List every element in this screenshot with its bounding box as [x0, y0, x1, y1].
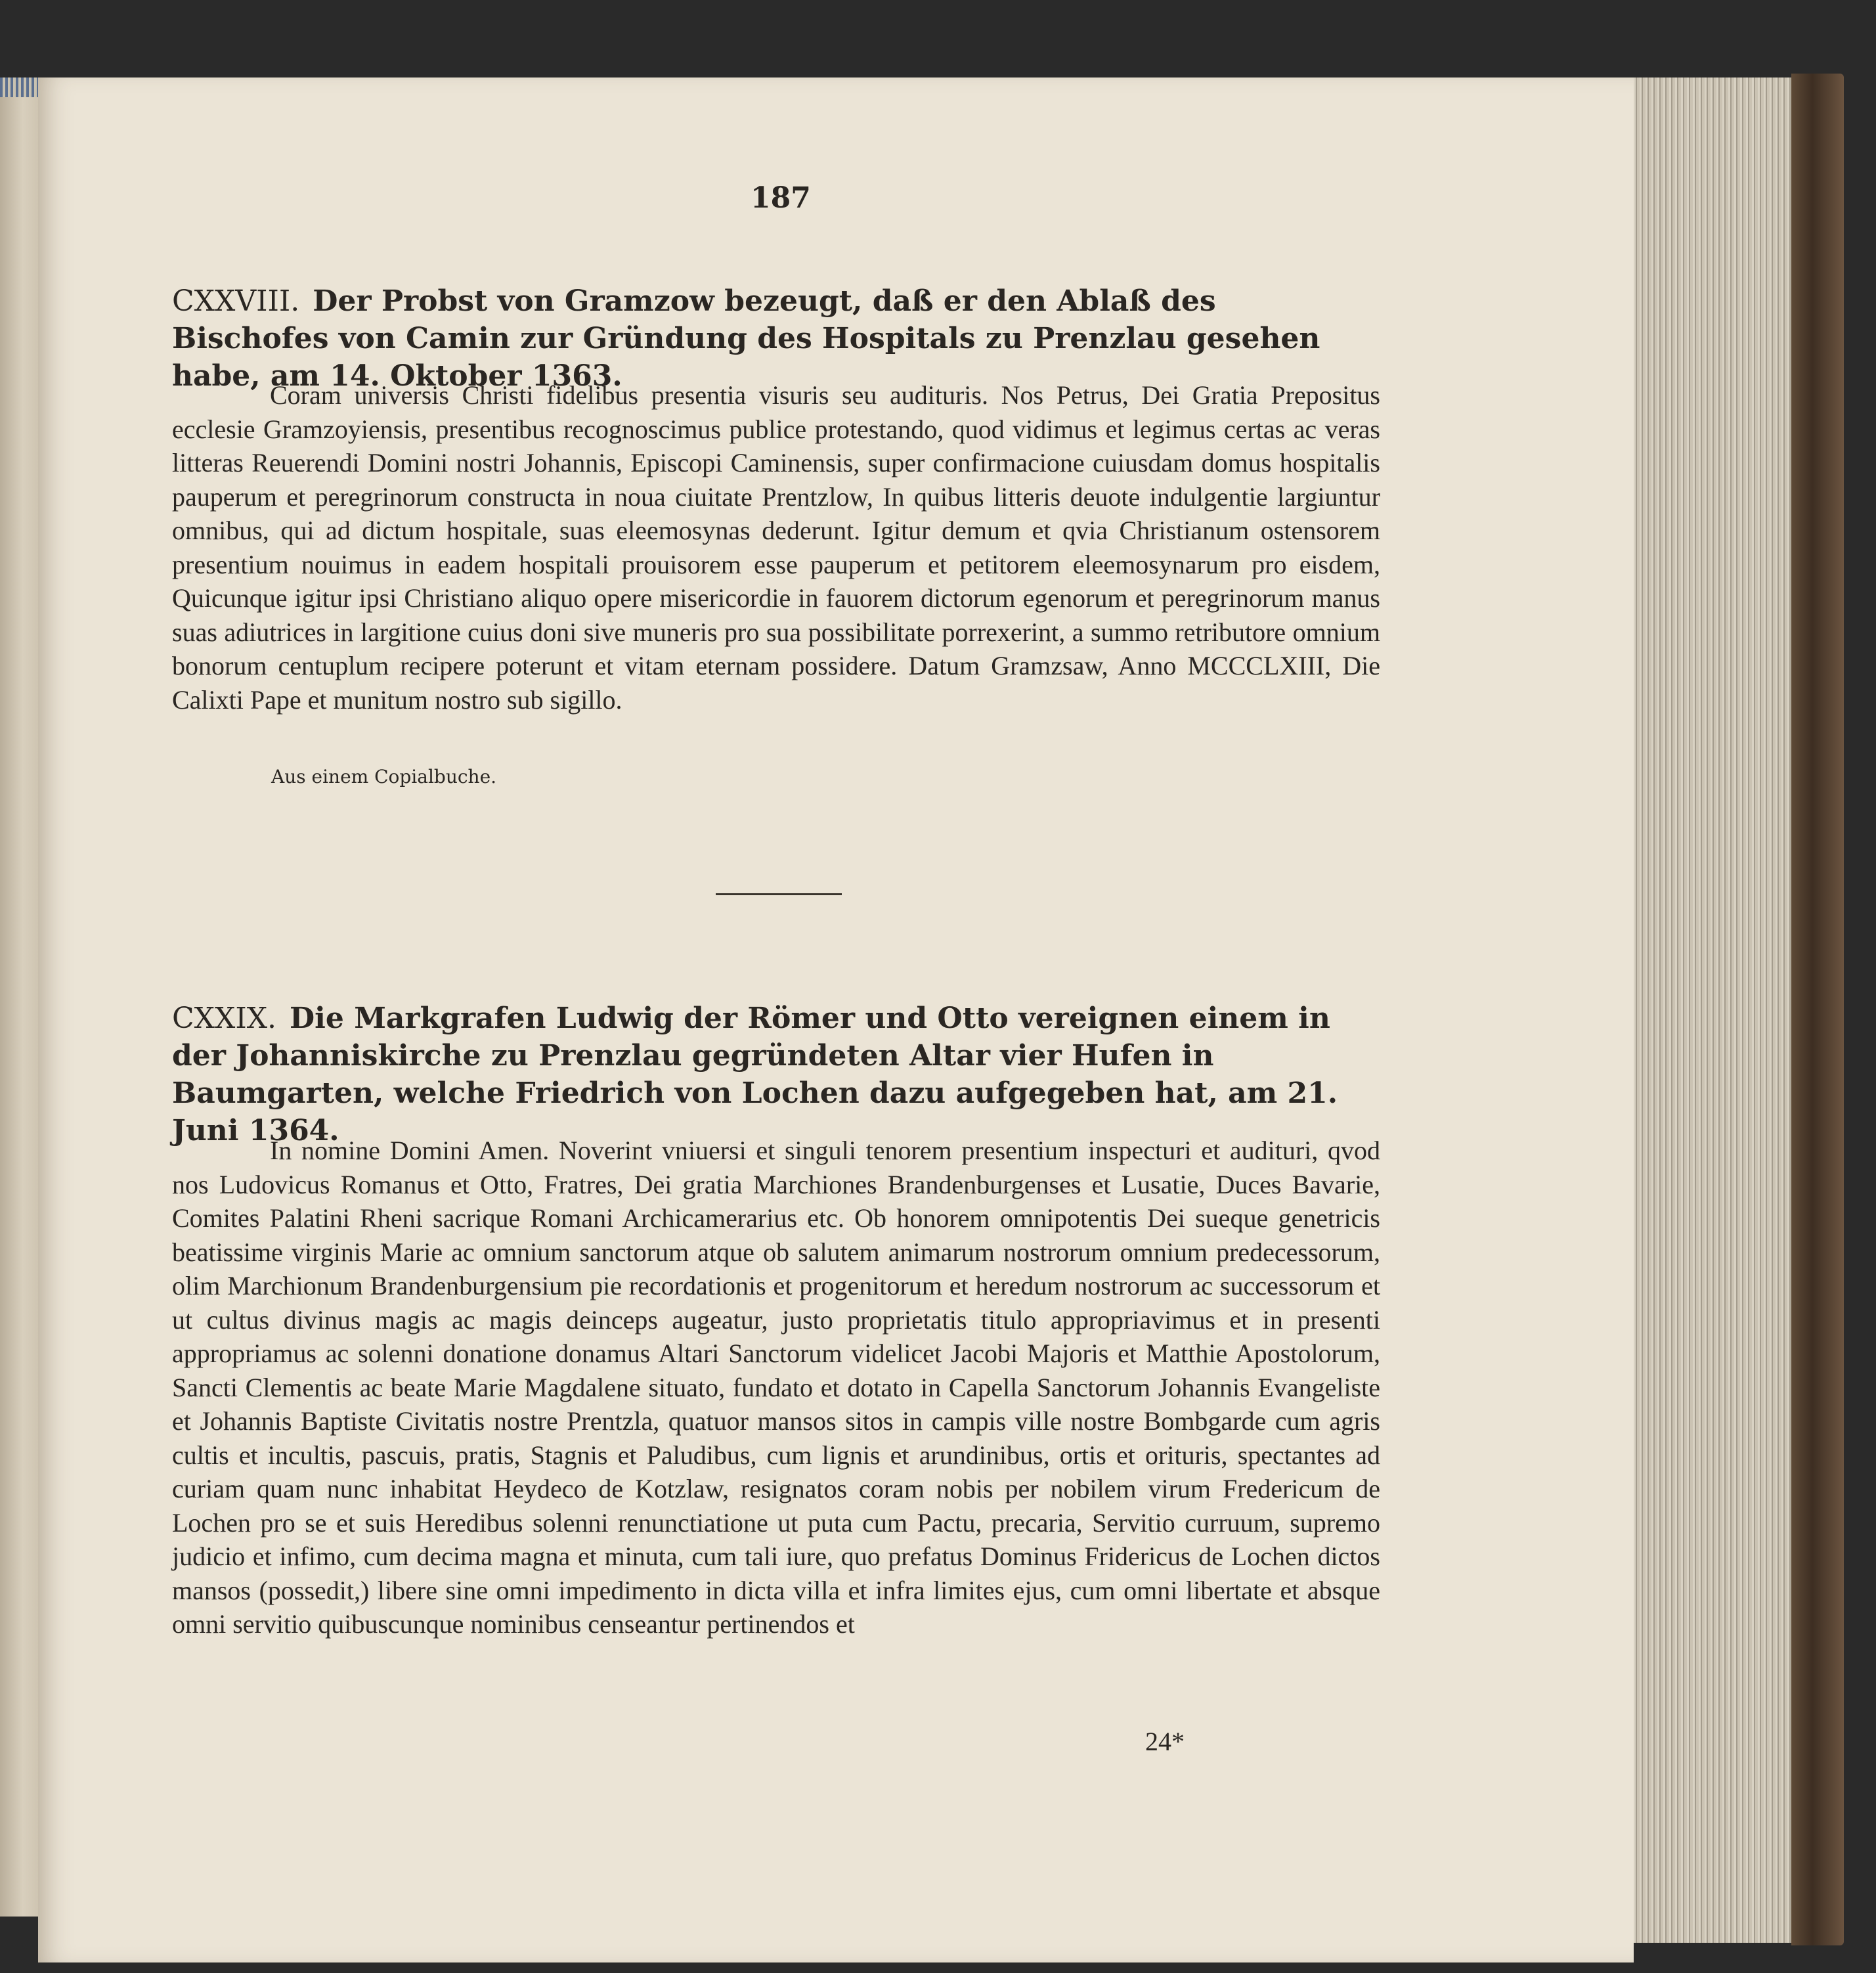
binding-thread	[0, 78, 38, 97]
left-page-edge	[0, 78, 38, 1917]
signature-mark: 24*	[1145, 1727, 1185, 1756]
source-note: Aus einem Copialbuche.	[271, 766, 497, 787]
page-edges	[1634, 78, 1791, 1943]
section-text-cxxviii	[172, 378, 1380, 717]
paragraph: Coram universis Christi fidelibus presentia visuris seu audituris. Nos Petrus, Dei Gratia Prepositus ecclesie Gramzoyiensis, presentibus recognoscimus publice protestando, quod vidimus et legimus certas ac veras litteras Reuerendi Domini nostri Johannis, Episcopi Caminensis, super confirmacione cuiusdam domus hospitalis pauperum et peregrinorum constructa in noua ciuitate Prentzlow, In quibus litteris deuote indulgentie largiuntur omnibus, qui ad dictum hospitale, suas eleemosynas dederunt. Igitur demum et qvia Christianum ostensorem presentium nouimus in eadem hospitali prouisorem esse pauperum et petitorem eleemosynarum pro eisdem, Quicunque igitur ipsi Christiano aliquo opere misericordie in fauorem dictorum egenorum et peregrinorum manus suas adiutrices in largitione cuius doni sive muneris pro sua possibilitate porrexerint, a summo retributore omnium bonorum centuplum recipere poterunt et vitam eternam possidere. Datum Gramzsaw, Anno MCCCLXIII, Die Calixti Pape et munitum nostro sub sigillo.	[172, 380, 1380, 715]
section-number: CXXVIII.	[172, 284, 300, 318]
paragraph: In nomine Domini Amen. Noverint vniuersi et singuli tenorem presentium inspecturi et audituri, qvod nos Ludovicus Romanus et Otto, Fratres, Dei gratia Marchiones Brandenburgenses et Lusatie, Duces Bavarie, Comites Palatini Rheni sacrique Romani Archicamerarius etc. Ob honorem omnipotentis Dei sueque genetricis beatissime virginis Marie ac omnium sanctorum atque ob salutem animarum nostrorum omnium predecessorum, olim Marchionum Brandenburgensium pie recordationis et progenitorum et heredum nostrorum ac successorum et ut cultus divinus magis ac magis deinceps augeatur, justo proprietatis titulo appropriavimus et in presenti appropriamus ac solenni donatione donamus Altari Sanctorum videlicet Jacobi Majoris et Matthie Apostolorum, Sancti Clementis ac beate Marie Magdalene situato, fundato et dotato in Capella Sanctorum Johannis Evangeliste et Johannis Baptiste Civitatis nostre Prentzla, quatuor mansos sitos in campis ville nostre Bombgarde cum agris cultis et incultis, pascuis, pratis, Stagnis et Paludibus, cum lignis et arundinibus, ortis et orituris, spectantes ad curiam quam nunc inhabitat Heydeco de Kotzlaw, resignatos coram nobis per nobilem virum Fredericum de Lochen pro se et suis Heredibus solenni renunctiatione ut puta cum Pactu, precaria, Servitio curruum, supremo judicio et infimo, cum decima magna et minuta, cum tali iure, quo prefatus Dominus Fridericus de Lochen dictos mansos (possedit,) libere sine omni impedimento in dicta villa et infra limites ejus, cum omni libertate et absque omni servitio quibuscunque nominibus censeantur pertinendos et	[172, 1136, 1380, 1639]
section-heading-cxxix	[172, 1000, 1380, 1149]
section-text-cxxix	[172, 1134, 1380, 1641]
section-title: Die Markgrafen Ludwig der Römer und Otto vereignen einem in der Johanniskirche zu Prenzlau gegründeten Altar vier Hufen in Baumgarten, welche Friedrich von Lochen dazu aufgegeben hat, am 21. Juni 1364.	[172, 1002, 1338, 1147]
section-title: Der Probst von Gramzow bezeugt, daß er den Ablaß des Bischofes von Camin zur Gründung des Hospitals zu Prenzlau gesehen habe, am 14. Oktober 1363.	[172, 284, 1320, 393]
section-divider	[716, 893, 842, 895]
page-number: 187	[751, 181, 811, 215]
book-cover	[1791, 74, 1844, 1945]
section-number: CXXIX.	[172, 1002, 277, 1035]
